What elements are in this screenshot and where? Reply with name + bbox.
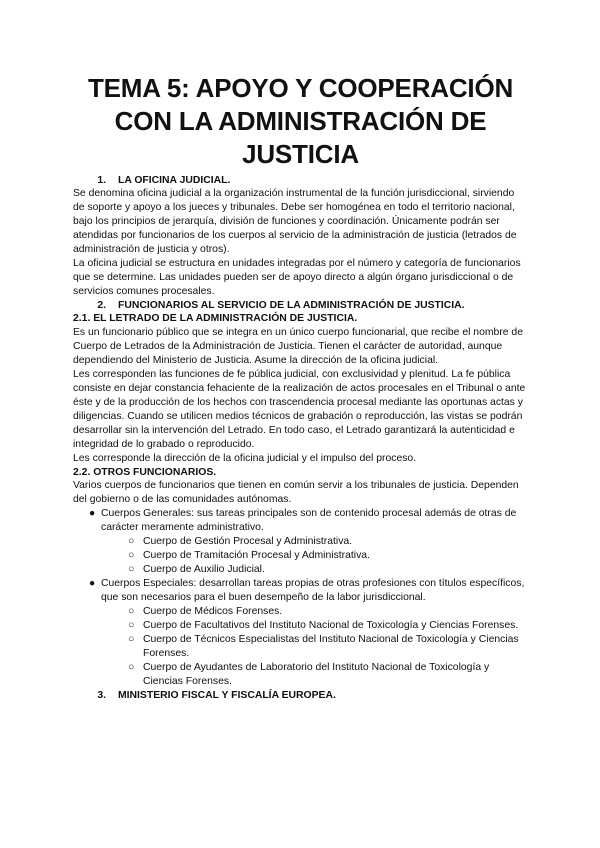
list-item-text: Cuerpo de Médicos Forenses. [143,606,283,618]
list-item-text: Cuerpo de Técnicos Especialistas del Instituto Nacional de Toxicología y Ciencias Forenses. [143,634,519,660]
bullet-icon: ● [89,578,96,590]
section-2-heading-text: FUNCIONARIOS AL SERVICIO DE LA ADMINISTRACIÓN DE JUSTICIA. [118,300,465,311]
list-item [73,605,528,619]
section-3-number: 3. [97,690,106,702]
list-item [73,619,528,633]
subsection-2-2-paragraph-1: Varios cuerpos de funcionarios que tienen en común servir a los tribunales de justicia. Dependen del gobierno o de las comunidades autónomas. [73,480,519,506]
list-item-text: Cuerpo de Facultativos del Instituto Nacional de Toxicología y Ciencias Forenses. [143,620,519,632]
section-1-heading [73,174,528,187]
document-title: TEMA 5: APOYO Y COOPERACIÓN CON LA ADMINISTRACIÓN DE JUSTICIA [87,73,514,169]
list-item [73,633,528,661]
section-2-number: 2. [97,300,106,311]
section-1-heading-text: LA OFICINA JUDICIAL. [118,175,231,186]
hollow-bullet-icon: ○ [128,536,135,548]
cuerpos-generales-text: Cuerpos Generales: sus tareas principales son de contenido procesal además de otras de carácter meramente administrativo. [101,508,517,534]
section-3-heading [73,689,528,702]
section-1-number: 1. [97,175,106,186]
section-1-paragraph-1: Se denomina oficina judicial a la organización instrumental de la función jurisdiccional, sirviendo de soporte y apoyo a los jueces y tribunales. Debe ser homogénea en todo el territorio nacional, bajo los principios de jerarquía, división de funciones y coordinación. Únicamente podrán ser atendidas por funcionarios de los cuerpos al servicio de la administración de justicia (letrados de administración de justicia y otros). [73,188,517,255]
cuerpos-especiales-sublist [73,605,528,689]
document-page [73,72,528,702]
section-1-paragraph-2: La oficina judicial se estructura en unidades integradas por el número y categoría de funcionarios que se determine. Las unidades pueden ser de apoyo directo a algún órgano jurisdiccional o de servicios comunes procesales. [73,258,521,297]
subsection-2-1-heading: 2.1. EL LETRADO DE LA ADMINISTRACIÓN DE JUSTICIA. [73,313,358,324]
hollow-bullet-icon: ○ [128,564,135,576]
list-item [73,563,528,577]
list-item-text: Cuerpo de Tramitación Procesal y Administrativa. [143,550,370,562]
list-item-text: Cuerpo de Auxilio Judicial. [143,564,265,576]
section-3-heading-text: MINISTERIO FISCAL Y FISCALÍA EUROPEA. [118,690,336,702]
hollow-bullet-icon: ○ [128,550,135,562]
list-item [73,535,528,549]
cuerpos-especiales-text: Cuerpos Especiales: desarrollan tareas propias de otras profesiones con títulos específicos, que son necesarios para el buen desempeño de la labor jurisdiccional. [101,578,525,604]
hollow-bullet-icon: ○ [128,634,135,646]
list-item [73,549,528,563]
hollow-bullet-icon: ○ [128,606,135,618]
hollow-bullet-icon: ○ [128,620,135,632]
list-item-cuerpos-generales [73,507,528,577]
subsection-2-2-heading: 2.2. OTROS FUNCIONARIOS. [73,466,217,478]
bullet-icon: ● [89,508,96,520]
cuerpos-list [73,507,528,689]
list-item-text: Cuerpo de Ayudantes de Laboratorio del Instituto Nacional de Toxicología y Ciencias Forenses. [143,662,490,688]
subsection-2-1-paragraph-3: Les corresponde la dirección de la oficina judicial y el impulso del proceso. [73,452,417,464]
subsection-2-1-paragraph-1: Es un funcionario público que se integra en un único cuerpo funcionarial, que recibe el nombre de Cuerpo de Letrados de la Administración de Justicia. Tienen el carácter de autoridad, aunque dependiendo del Ministerio de Justicia. Asume la dirección de la oficina judicial. [73,326,523,366]
subsection-2-1-paragraph-2: Les corresponden las funciones de fe pública judicial, con exclusividad y plenitud. La fe pública consiste en dejar constancia fehaciente de la realización de actos procesales en el Tribunal o ante éste y de la producción de los hechos con trascendencia procesal mediante las oportunas actas y diligencias. Cuando se utilicen medios técnicos de grabación o reproducción, las vistas se podrán desarrollar sin la intervención del Letrado. En todo caso, el Letrado garantizará la autenticidad e integridad de lo grabado o reproducido. [73,368,526,450]
section-2-heading [73,299,528,312]
list-item [73,661,528,689]
cuerpos-generales-sublist [73,535,528,577]
list-item-cuerpos-especiales [73,577,528,689]
list-item-text: Cuerpo de Gestión Procesal y Administrativa. [143,536,353,548]
hollow-bullet-icon: ○ [128,662,135,674]
